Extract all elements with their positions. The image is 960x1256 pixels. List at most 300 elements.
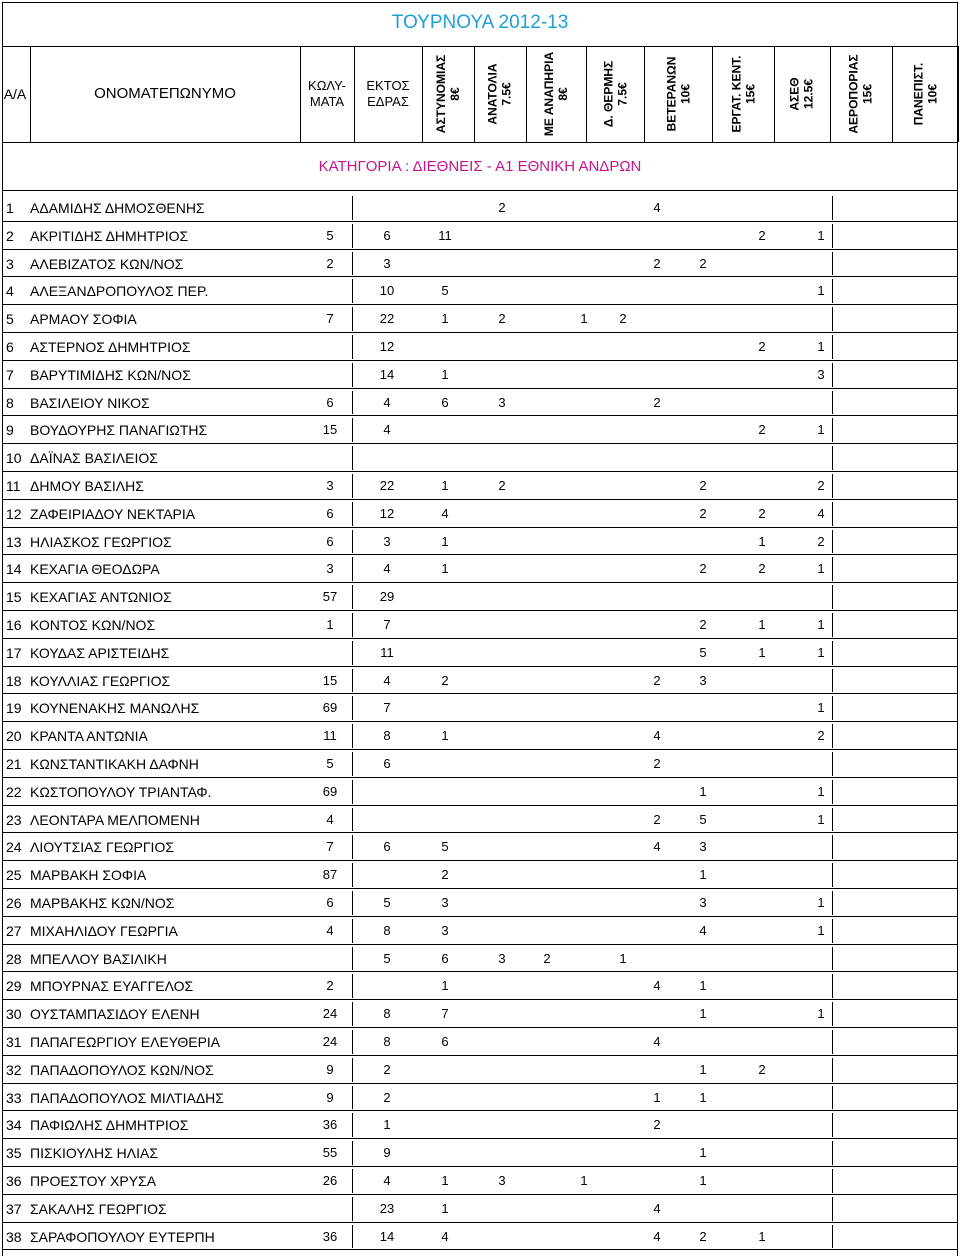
score-cell: 11 [380,644,394,660]
player-name: ΜΠΟΥΡΝΑΣ ΕΥΑΓΓΕΛΟΣ [30,978,194,995]
row-number: 38 [6,1228,22,1245]
score-cell: 2 [326,255,334,271]
score-cell: 6 [383,756,391,771]
header-tournament: Δ. ΘΕΡΜΗΣ 7.5€ [601,60,629,128]
score-cell: 2 [653,255,661,271]
score-cell: 5 [441,283,449,299]
row-number: 10 [6,450,22,467]
sheet-title: ΤΟΥΡΝΟΥΑ 2012-13 [391,12,569,33]
row-number: 32 [6,1061,22,1078]
table-row [0,528,960,556]
table-row [0,583,960,611]
table-row [0,945,960,973]
score-cell: 15 [322,422,338,438]
score-cell: 2 [441,672,449,688]
table-row [0,1167,960,1195]
score-cell: 1 [441,728,449,744]
score-cell: 4 [653,728,661,744]
grid-line [2,46,958,47]
score-cell: 6 [383,227,391,243]
score-cell: 4 [653,1228,661,1244]
score-cell: 8 [383,1006,391,1022]
score-cell: 2 [758,227,766,243]
score-cell: 3 [383,255,391,271]
score-cell: 4 [383,394,391,410]
score-cell: 1 [619,950,627,966]
score-cell: 1 [758,617,766,632]
player-name: ΗΛΙΑΣΚΟΣ ΓΕΩΡΓΙΟΣ [30,533,172,550]
header-tournament: ΑΣΤΥΝΟΜΙΑΣ 8€ [434,54,462,134]
row-number: 30 [6,1006,22,1023]
player-name: ΒΟΥΔΟΥΡΗΣ ΠΑΝΑΓΙΩΤΗΣ [30,422,208,439]
score-cell: 3 [326,561,334,577]
score-cell: 24 [322,1034,338,1049]
row-number: 17 [6,644,22,661]
player-name: ΚΟΥΝΕΝΑΚΗΣ ΜΑΝΩΛΗΣ [30,700,200,717]
row-number: 15 [6,589,22,606]
score-cell: 24 [322,1006,338,1022]
table-row [0,694,960,722]
score-cell: 2 [653,672,661,688]
row-number: 25 [6,867,22,884]
table-row [0,416,960,444]
row-number: 20 [6,728,22,745]
score-cell: 3 [441,895,449,910]
score-cell: 5 [326,756,334,771]
header-name: ΟΝΟΜΑΤΕΠΩΝΥΜΟ [94,85,236,102]
player-name: ΚΩΣΤΟΠΟΥΛΟΥ ΤΡΙΑΝΤΑΦ. [30,783,212,800]
player-name: ΑΣΤΕΡΝΟΣ ΔΗΜΗΤΡΙΟΣ [30,339,191,355]
score-cell: 1 [653,1089,661,1105]
score-cell: 2 [758,422,766,438]
score-cell: 69 [322,700,338,716]
table-row [0,972,960,1000]
score-cell: 3 [498,950,506,966]
category-label: ΚΑΤΗΓΟΡΙΑ : ΔΙΕΘΝΕΙΣ - Α1 ΕΘΝΙΚΗ ΑΝΔΡΩΝ [318,157,642,175]
score-cell: 5 [441,839,449,855]
grid-line [958,46,959,142]
player-name: ΣΑΚΑΛΗΣ ΓΕΩΡΓΙΟΣ [30,1200,167,1217]
score-cell: 29 [379,589,395,605]
score-cell: 1 [383,1117,391,1133]
score-cell: 3 [699,839,707,855]
score-cell: 1 [758,533,766,549]
row-number: 5 [6,311,14,328]
grid-line [2,142,958,143]
row-number: 21 [6,756,22,772]
row-number: 2 [6,227,14,244]
score-cell: 1 [817,1006,825,1022]
score-cell: 6 [441,1034,449,1049]
table-row [0,639,960,667]
score-cell: 2 [498,311,506,327]
score-cell: 15 [322,672,338,688]
grid-line [830,46,831,142]
row-number: 6 [6,339,14,355]
player-name: ΜΠΕΛΛΟΥ ΒΑΣΙΛΙΚΗ [30,950,167,967]
table-row [0,611,960,639]
table-row [0,1111,960,1139]
score-cell: 14 [379,366,395,382]
score-cell: 2 [653,1117,661,1133]
score-cell: 9 [326,1089,334,1105]
header-tournament: ΑΣΕΘ 12.5€ [788,77,816,111]
score-cell: 1 [699,1145,707,1161]
header-aa: Α/Α [3,86,27,102]
score-cell: 2 [498,478,506,493]
score-cell: 2 [699,617,707,632]
table-row [0,1056,960,1084]
score-cell: 3 [817,366,825,382]
score-cell: 2 [758,561,766,577]
row-number: 11 [6,478,21,494]
player-name: ΚΡΑΝΤΑ ΑΝΤΩΝΙΑ [30,728,148,745]
score-cell: 4 [383,1173,391,1188]
row-number: 14 [6,561,22,578]
score-cell: 1 [817,811,825,827]
score-cell: 5 [699,644,707,660]
score-cell: 2 [383,1089,391,1105]
header-ektos: ΕΚΤΟΣ ΕΔΡΑΣ [366,78,410,109]
table-row [0,750,960,778]
player-name: ΑΛΕΒΙΖΑΤΟΣ ΚΩΝ/ΝΟΣ [30,255,184,272]
score-cell: 23 [379,1200,395,1216]
table-row [0,1139,960,1167]
score-cell: 4 [441,1228,449,1244]
score-cell: 6 [441,394,449,410]
score-cell: 3 [498,394,506,410]
score-cell: 3 [699,672,707,688]
player-name: ΚΟΥΛΛΙΑΣ ΓΕΩΡΓΙΟΣ [30,672,171,689]
score-cell: 5 [383,950,391,966]
score-cell: 1 [817,422,825,438]
row-number: 34 [6,1117,22,1134]
score-cell: 9 [326,1061,334,1077]
player-name: ΖΑΦΕΙΡΙΑΔΟΥ ΝΕΚΤΑΡΙΑ [30,505,196,522]
score-cell: 7 [383,700,391,716]
score-cell: 57 [322,589,338,605]
score-cell: 2 [758,505,766,521]
score-cell: 1 [580,1173,588,1188]
score-cell: 1 [326,617,334,632]
score-cell: 6 [441,950,449,966]
player-name: ΑΚΡΙΤΙΔΗΣ ΔΗΜΗΤΡΙΟΣ [30,227,189,244]
score-cell: 1 [817,283,825,299]
header-tournament: ΜΕ ΑΝΑΠΗΡΙΑ 8€ [542,51,571,137]
row-number: 8 [6,394,14,411]
score-cell: 12 [379,505,395,521]
score-cell: 4 [699,922,707,938]
grid-line [474,46,475,142]
player-name: ΜΑΡΒΑΚΗ ΣΟΦΙΑ [30,867,147,884]
score-cell: 2 [619,311,627,327]
player-name: ΠΑΠΑΔΟΠΟΥΛΟΣ ΚΩΝ/ΝΟΣ [30,1061,214,1078]
player-name: ΔΑΪΝΑΣ ΒΑΣΙΛΕΙΟΣ [30,450,158,467]
table-row [0,444,960,472]
grid-line [30,46,31,142]
player-name: ΑΡΜΑΟΥ ΣΟΦΙΑ [30,311,137,328]
grid-line [2,190,958,191]
row-number: 7 [6,366,14,383]
player-name: ΚΩΝΣΤΑΝΤΙΚΑΚΗ ΔΑΦΝΗ [30,756,199,772]
score-cell: 11 [323,728,337,744]
row-number: 24 [6,839,22,856]
score-cell: 2 [543,950,551,966]
score-cell: 6 [326,394,334,410]
header-tournament: ΠΑΝΕΠΙΣΤ. 10€ [911,62,939,126]
grid-line [586,46,587,142]
score-cell: 1 [699,1089,707,1105]
score-cell: 1 [758,644,766,660]
row-number: 9 [6,422,14,439]
row-number: 3 [6,255,14,272]
score-cell: 10 [379,283,395,299]
row-number: 13 [6,533,22,550]
score-cell: 26 [322,1173,338,1188]
score-cell: 5 [383,895,391,910]
score-cell: 1 [699,978,707,994]
score-cell: 2 [699,505,707,521]
player-name: ΚΕΧΑΓΙΑ ΘΕΟΔΩΡΑ [30,561,160,578]
score-cell: 1 [817,783,825,799]
score-cell: 1 [699,867,707,883]
score-cell: 2 [699,478,707,493]
score-cell: 1 [817,922,825,938]
table-row [0,861,960,889]
score-cell: 3 [326,478,334,493]
score-cell: 12 [379,339,395,354]
row-number: 4 [6,283,14,300]
table-row [0,1084,960,1112]
score-cell: 4 [383,672,391,688]
score-cell: 4 [653,200,661,215]
score-cell: 2 [653,811,661,827]
score-cell: 1 [441,978,449,994]
score-cell: 1 [441,1173,449,1188]
score-cell: 1 [699,1006,707,1022]
table-row [0,500,960,528]
player-name: ΠΑΦΙΩΛΗΣ ΔΗΜΗΤΡΙΟΣ [30,1117,189,1134]
table-row [0,389,960,417]
score-cell: 1 [758,1228,766,1244]
score-cell: 1 [817,895,825,910]
row-number: 23 [6,811,22,828]
row-number: 12 [6,505,22,522]
score-cell: 7 [326,311,334,327]
row-number: 1 [6,200,14,216]
header-kolymata: ΚΩΛΥ-ΜΑΤΑ [308,78,346,109]
table-row [0,1195,960,1223]
score-cell: 4 [653,1200,661,1216]
score-cell: 55 [322,1145,338,1161]
row-number: 18 [6,672,22,689]
table-row [0,250,960,278]
table-row [0,722,960,750]
score-cell: 2 [699,255,707,271]
score-cell: 2 [653,394,661,410]
score-cell: 6 [326,533,334,549]
grid-line [644,46,645,142]
score-cell: 4 [326,922,334,938]
score-cell: 7 [441,1006,449,1022]
header-tournament: ΕΡΓΑΤ. ΚΕΝΤ. 15€ [729,55,758,133]
row-number: 31 [6,1034,22,1050]
score-cell: 6 [383,839,391,855]
score-cell: 1 [817,227,825,243]
score-cell: 3 [498,1173,506,1188]
score-cell: 6 [326,505,334,521]
score-cell: 6 [326,895,334,910]
row-number: 28 [6,950,22,967]
header-tournament: ΑΕΡΟΠΟΡΙΑΣ 15€ [847,54,875,134]
score-cell: 1 [817,561,825,577]
row-number: 37 [6,1200,22,1217]
score-cell: 2 [383,1061,391,1077]
row-number: 27 [6,922,22,939]
score-cell: 2 [699,561,707,577]
score-cell: 5 [699,811,707,827]
score-cell: 4 [653,1034,661,1049]
player-name: ΠΑΠΑΔΟΠΟΥΛΟΣ ΜΙΛΤΙΑΔΗΣ [30,1089,224,1106]
player-name: ΛΙΟΥΤΣΙΑΣ ΓΕΩΡΓΙΟΣ [30,839,174,856]
player-name: ΚΟΥΔΑΣ ΑΡΙΣΤΕΙΔΗΣ [30,644,170,661]
table-row [0,1028,960,1056]
score-cell: 1 [441,311,449,327]
grid-line [2,2,958,3]
score-cell: 1 [441,478,449,493]
grid-line [774,46,775,142]
score-cell: 1 [817,617,825,632]
grid-line [526,46,527,142]
player-name: ΔΗΜΟΥ ΒΑΣΙΛΗΣ [30,478,144,494]
table-row [0,305,960,333]
score-cell: 4 [653,839,661,855]
table-row [0,1223,960,1251]
table-row [0,333,960,361]
score-cell: 4 [383,422,391,438]
score-cell: 3 [383,533,391,549]
score-cell: 2 [441,867,449,883]
score-cell: 2 [817,478,825,493]
score-cell: 87 [322,867,338,883]
score-cell: 1 [699,783,707,799]
table-row [0,917,960,945]
row-number: 26 [6,895,22,911]
table-row [0,806,960,834]
grid-line [892,46,893,142]
score-cell: 11 [438,227,452,243]
table-row [0,778,960,806]
score-cell: 8 [383,922,391,938]
row-number: 29 [6,978,22,995]
table-row [0,555,960,583]
player-name: ΑΛΕΞΑΝΔΡΟΠΟΥΛΟΣ ΠΕΡ. [30,283,209,300]
player-name: ΠΙΣΚΙΟΥΛΗΣ ΗΛΙΑΣ [30,1145,158,1162]
score-cell: 2 [817,728,825,744]
score-cell: 1 [699,1061,707,1077]
score-cell: 36 [322,1117,338,1133]
player-name: ΠΑΠΑΓΕΩΡΓΙΟΥ ΕΛΕΥΘΕΡΙΑ [30,1034,221,1050]
player-name: ΠΡΟΕΣΤΟΥ ΧΡΥΣΑ [30,1173,157,1189]
table-row [0,472,960,500]
score-cell: 8 [383,728,391,744]
row-number: 35 [6,1145,22,1162]
score-cell: 2 [653,756,661,771]
score-cell: 2 [758,339,766,354]
row-number: 36 [6,1173,22,1189]
score-cell: 1 [817,644,825,660]
grid-line [422,46,423,142]
row-number: 22 [6,783,22,800]
row-number: 16 [6,617,22,633]
player-name: ΚΟΝΤΟΣ ΚΩΝ/ΝΟΣ [30,617,156,633]
score-cell: 36 [322,1228,338,1244]
score-cell: 2 [498,200,506,215]
score-cell: 1 [699,1173,707,1188]
score-cell: 9 [383,1145,391,1161]
player-name: ΚΕΧΑΓΙΑΣ ΑΝΤΩΝΙΟΣ [30,589,172,606]
score-cell: 2 [326,978,334,994]
row-number: 33 [6,1089,22,1106]
player-name: ΑΔΑΜΙΔΗΣ ΔΗΜΟΣΘΕΝΗΣ [30,200,205,216]
score-cell: 1 [441,561,449,577]
score-cell: 1 [580,311,588,327]
score-cell: 69 [322,783,338,799]
player-name: ΒΑΡΥΤΙΜΙΔΗΣ ΚΩΝ/ΝΟΣ [30,366,191,383]
row-number: 19 [6,700,22,717]
table-row [0,361,960,389]
score-cell: 1 [441,1200,449,1216]
score-cell: 22 [379,311,395,327]
score-cell: 1 [817,339,825,354]
player-name: ΣΑΡΑΦΟΠΟΥΛΟΥ ΕΥΤΕΡΠΗ [30,1228,215,1245]
grid-line [712,46,713,142]
table-row [0,1000,960,1028]
table-row [0,667,960,695]
player-name: ΛΕΟΝΤΑΡΑ ΜΕΛΠΟΜΕΝΗ [30,811,200,828]
score-cell: 1 [441,366,449,382]
score-cell: 8 [383,1034,391,1049]
score-cell: 5 [326,227,334,243]
score-cell: 2 [758,1061,766,1077]
score-cell: 4 [441,505,449,521]
score-cell: 7 [383,617,391,632]
player-name: ΜΙΧΑΗΛΙΔΟΥ ΓΕΩΡΓΙΑ [30,922,178,939]
table-row [0,833,960,861]
score-cell: 4 [383,561,391,577]
score-cell: 22 [379,478,395,493]
table-row [0,222,960,250]
grid-line [354,46,355,142]
table-row [0,889,960,917]
score-cell: 1 [817,700,825,716]
player-name: ΟΥΣΤΑΜΠΑΣΙΔΟΥ ΕΛΕΝΗ [30,1006,200,1023]
score-cell: 1 [441,533,449,549]
table-row [0,194,960,222]
score-cell: 4 [817,505,825,521]
score-cell: 4 [326,811,334,827]
score-cell: 2 [817,533,825,549]
score-cell: 3 [699,895,707,910]
player-name: ΜΑΡΒΑΚΗΣ ΚΩΝ/ΝΟΣ [30,895,175,911]
score-cell: 7 [326,839,334,855]
grid-line [300,46,301,142]
score-cell: 14 [379,1228,395,1244]
header-tournament: ΒΕΤΕΡΑΝΩΝ 10€ [664,56,692,132]
header-tournament: ΑΝΑΤΟΛΙΑ 7.5€ [486,63,515,125]
player-name: ΒΑΣΙΛΕΙΟΥ ΝΙΚΟΣ [30,394,150,411]
table-row [0,277,960,305]
